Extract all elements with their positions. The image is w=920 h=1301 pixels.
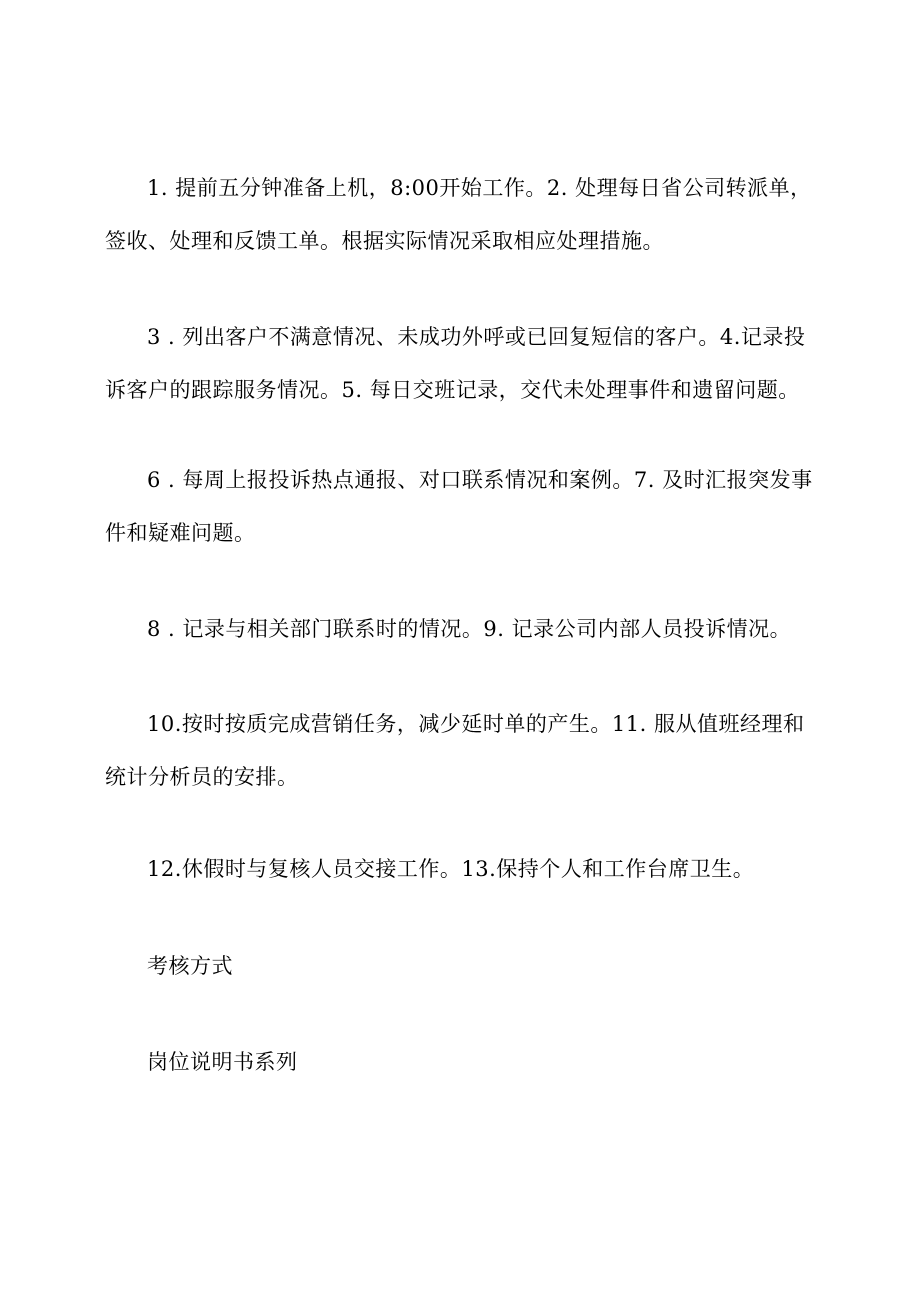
paragraph-duties-3-5: 3 . 列出客户不满意情况、未成功外呼或已回复短信的客户。4.记录投诉客户的跟踪服务情况。5. 每日交班记录，交代未处理事件和遗留问题。 — [105, 325, 806, 402]
paragraph-duties-12-13: 12.休假时与复核人员交接工作。13.保持个人和工作台席卫生。 — [147, 857, 755, 881]
paragraph-duties-8-9: 8 . 记录与相关部门联系时的情况。9. 记录公司内部人员投诉情况。 — [147, 617, 792, 641]
section-heading-assessment: 考核方式 — [147, 954, 233, 978]
paragraph-duties-1-2: 1. 提前五分钟准备上机，8:00开始工作。2. 处理每日省公司转派单，签收、处理和反馈工单。根据实际情况采取相应处理措施。 — [105, 176, 812, 253]
paragraph-duties-10-11: 10.按时按质完成营销任务，减少延时单的产生。11. 服从值班经理和统计分析员的安排。 — [105, 712, 805, 789]
series-title: 岗位说明书系列 — [147, 1050, 298, 1074]
paragraph-duties-6-7: 6 . 每周上报投诉热点通报、对口联系情况和案例。7. 及时汇报突发事件和疑难问题。 — [105, 468, 813, 545]
